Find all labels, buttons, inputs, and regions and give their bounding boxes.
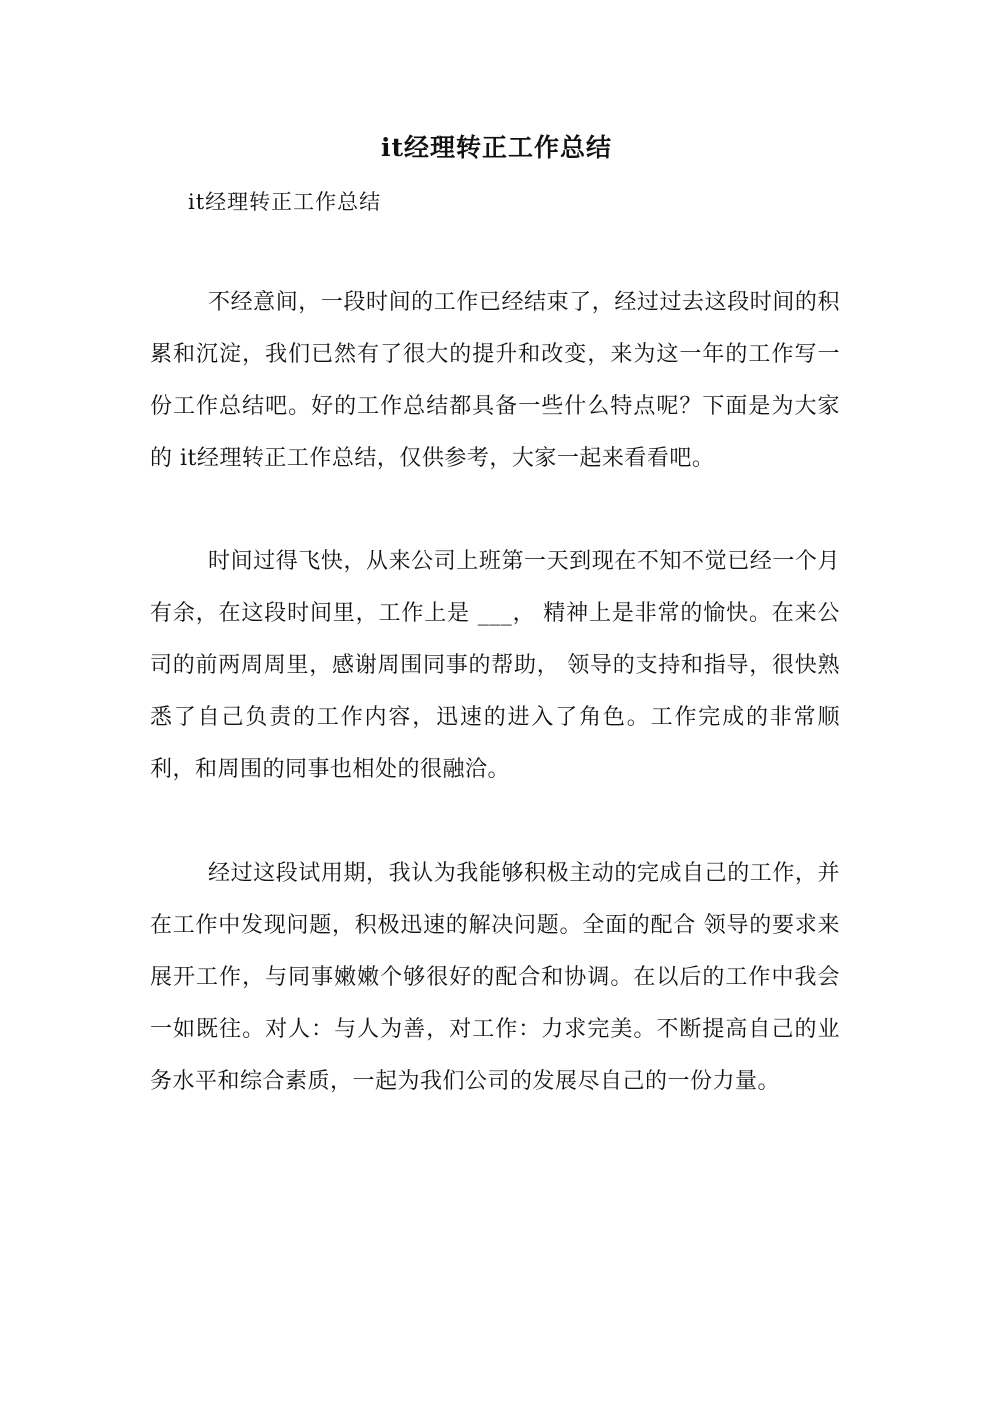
document-title: it经理转正工作总结 [380, 133, 613, 162]
document-subtitle: it经理转正工作总结 [188, 190, 382, 214]
paragraph-intro: 不经意间，一段时间的工作已经结束了，经过过去这段时间的积累和沉淀，我们已然有了很大的提升和改变，来为这一年的工作写一份工作总结吧。好的工作总结都具备一些什么特点呢？下面是为大家的 it经理转正工作总结，仅供参考，大家一起来看看吧。 [150, 290, 840, 471]
paragraph-self-assessment: 经过这段试用期，我认为我能够积极主动的完成自己的工作，并在工作中发现问题，积极迅速的解决问题。全面的配合 领导的要求来展开工作，与同事嫩嫩个够很好的配合和协调。在以后的工作中我会一如既往。对人：与人为善，对工作：力求完美。不断提高自己的业务水平和综合素质，一起为我们公司的发展尽自己的一份力量。 [150, 861, 840, 1094]
paragraph-work-experience: 时间过得飞快，从来公司上班第一天到现在不知不觉已经一个月有余，在这段时间里，工作上是 ___， 精神上是非常的愉快。在来公司的前两周周里，感谢周围同事的帮助， 领导的支持和指导，很快熟悉了自己负责的工作内容，迅速的进入了角色。工作完成的非常顺利，和周围的同事也相处的很融洽。 [150, 549, 840, 782]
